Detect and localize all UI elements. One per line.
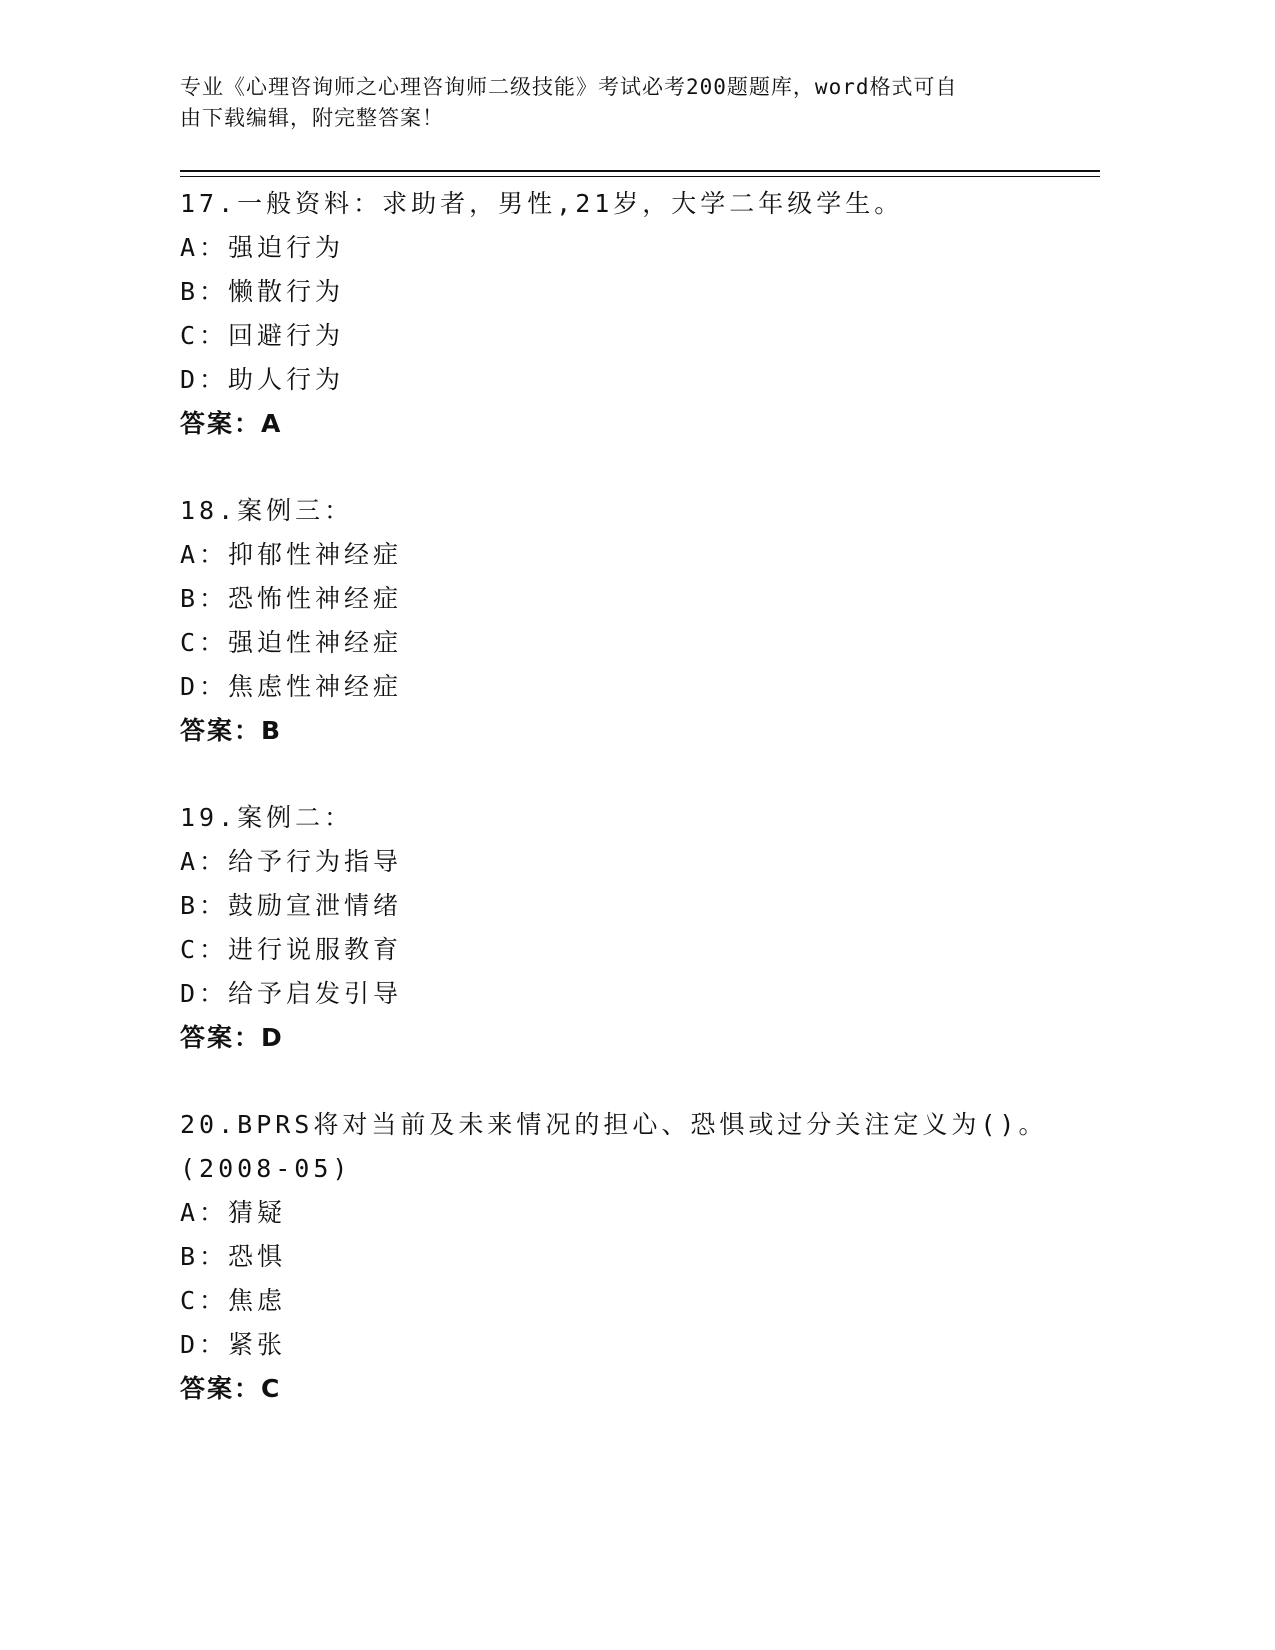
document-header: [180, 72, 1040, 134]
option-b: B：鼓励宣泄情绪: [180, 891, 403, 920]
question-stem: 19.案例二：: [180, 803, 354, 832]
option-d: D：焦虑性神经症: [180, 672, 403, 701]
question-stem-continued: (2008-05): [180, 1154, 352, 1183]
answer: 答案：D: [180, 1023, 284, 1052]
option-d: D：助人行为: [180, 365, 345, 394]
option-c: C：焦虑: [180, 1286, 287, 1315]
option-a: A：猜疑: [180, 1198, 287, 1227]
option-c: C：强迫性神经症: [180, 628, 403, 657]
option-b: B：懒散行为: [180, 277, 345, 306]
question-list: [180, 182, 1120, 1454]
question-19: [180, 796, 1120, 1060]
header-divider-thin: [180, 176, 1100, 177]
header-line-2: 由下载编辑，附完整答案！: [180, 106, 444, 130]
option-a: A：抑郁性神经症: [180, 540, 403, 569]
option-d: D：紧张: [180, 1330, 287, 1359]
question-stem: 20.BPRS将对当前及未来情况的担心、恐惧或过分关注定义为()。: [180, 1110, 1048, 1139]
answer: 答案：A: [180, 409, 283, 438]
question-stem: 18.案例三：: [180, 496, 354, 525]
header-divider-thick: [180, 170, 1100, 172]
option-b: B：恐惧: [180, 1242, 287, 1271]
option-a: A：给予行为指导: [180, 847, 403, 876]
question-18: [180, 489, 1120, 753]
option-c: C：进行说服教育: [180, 935, 403, 964]
answer: 答案：B: [180, 716, 283, 745]
option-a: A：强迫行为: [180, 233, 345, 262]
header-line-1: 专业《心理咨询师之心理咨询师二级技能》考试必考200题题库，word格式可自: [180, 75, 958, 99]
question-stem: 17.一般资料：求助者，男性,21岁，大学二年级学生。: [180, 189, 904, 218]
question-20: [180, 1103, 1120, 1411]
answer: 答案：C: [180, 1374, 282, 1403]
question-17: [180, 182, 1120, 446]
option-c: C：回避行为: [180, 321, 345, 350]
option-b: B：恐怖性神经症: [180, 584, 403, 613]
option-d: D：给予启发引导: [180, 979, 403, 1008]
